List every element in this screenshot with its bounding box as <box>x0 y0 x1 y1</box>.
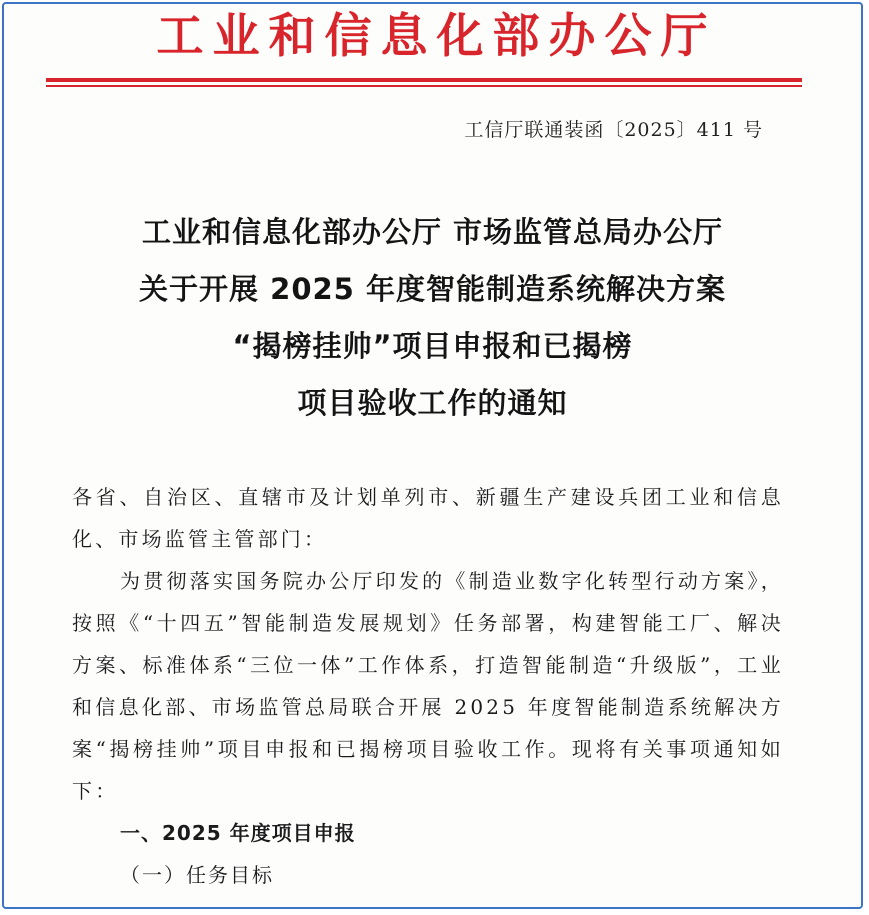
document-title <box>4 204 861 432</box>
recipients-paragraph: 各省、自治区、直辖市及计划单列市、新疆生产建设兵团工业和信息化、市场监管主管部门： <box>72 485 784 551</box>
subsection-heading: （一）任务目标 <box>120 863 274 887</box>
title-line-4: 项目验收工作的通知 <box>297 386 568 420</box>
document-frame <box>2 2 863 909</box>
title-line-1: 工业和信息化部办公厅 市场监管总局办公厅 <box>141 215 724 249</box>
red-separator-thick <box>46 78 802 82</box>
document-number: 工信厅联通装函〔2025〕411 号 <box>464 119 763 141</box>
intro-paragraph: 为贯彻落实国务院办公厅印发的《制造业数字化转型行动方案》，按照《“十四五”智能制造发展规划》任务部署，构建智能工厂、解决方案、标准体系“三位一体”工作体系，打造智能制造“升级版”，工业和信息化部、市场监管总局联合开展 2025 年度智能制造系统解决方案“揭榜挂帅”项目申报和已揭榜项目验收工作。现将有关事项通知如下： <box>72 569 784 803</box>
document-body <box>72 476 784 896</box>
title-line-3: “揭榜挂帅”项目申报和已揭榜 <box>232 329 633 363</box>
red-separator-thin <box>46 85 802 87</box>
title-line-2: 关于开展 2025 年度智能制造系统解决方案 <box>139 272 726 306</box>
issuing-org-header: 工业和信息化部办公厅 <box>156 9 717 64</box>
section-heading: 一、2025 年度项目申报 <box>120 821 356 845</box>
